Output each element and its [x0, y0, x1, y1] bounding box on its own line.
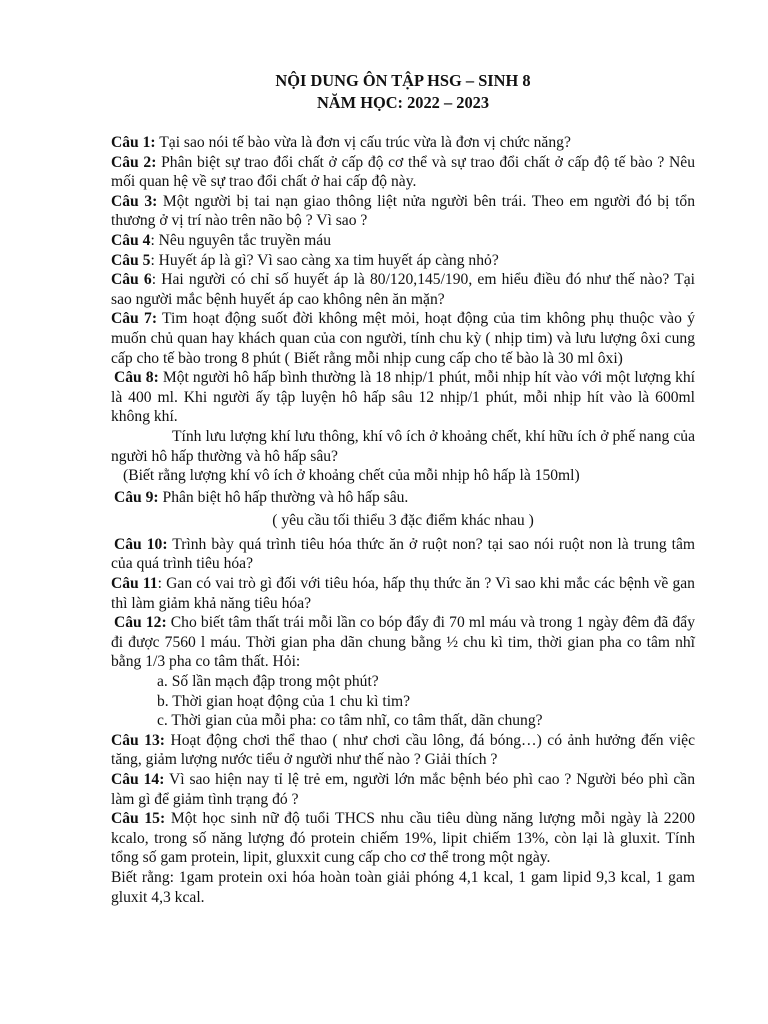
question-9: [111, 488, 695, 508]
question-text: Hoạt động chơi thể thao ( như chơi cầu lông, đá bóng…) có ảnh hưởng đến việc tăng, giảm lượng nước tiểu ở người như thế nào ? Giải thích ?: [111, 731, 696, 769]
question-text: Tại sao nói tế bào vừa là đơn vị cấu trúc vừa là đơn vị chức năng?: [155, 134, 571, 151]
question-8-task: Tính lưu lượng khí lưu thông, khí vô ích ở khoảng chết, khí hữu ích ở phế nang của người hô hấp thường và hô hấp sâu?: [111, 427, 695, 465]
question-number: Câu 11: [111, 575, 158, 593]
school-year: NĂM HỌC: 2022 – 2023: [316, 93, 490, 112]
question-4: [111, 231, 695, 251]
question-text: Một người bị tai nạn giao thông liệt nửa người bên trái. Theo em người đó bị tổn thương ở vị trí nào trên não bộ ? Vì sao ?: [111, 192, 695, 230]
question-15: [111, 809, 695, 868]
question-3: [111, 192, 695, 231]
question-1: [111, 133, 695, 153]
question-text: : Nêu nguyên tắc truyền máu: [150, 231, 332, 249]
question-number: Câu 6: [111, 271, 152, 289]
question-12-part-a: a. Số lần mạch đập trong một phút?: [157, 673, 379, 691]
question-10: [111, 535, 695, 574]
question-number: Câu 14:: [111, 771, 165, 788]
question-number: Câu 2:: [111, 153, 157, 171]
question-text: Một học sinh nữ độ tuổi THCS nhu cầu tiêu dùng năng lượng mỗi ngày là 2200 kcalo, trong số năng lượng đó protein chiếm 19%, lipit chiếm 13%, còn lại là gluxit. Tính tổng số gam protein, lipit, gluxxit cung cấp cho cơ thể trong một ngày.: [111, 810, 695, 867]
question-text: Vì sao hiện nay tỉ lệ trẻ em, người lớn mắc bệnh béo phì cao ? Người béo phì cần làm gì để giảm tình trạng đó ?: [111, 771, 695, 808]
question-text: Trình bày quá trình tiêu hóa thức ăn ở ruột non? tại sao nói ruột non là trung tâm của quá trình tiêu hóa?: [111, 535, 695, 573]
question-number: Câu 8:: [114, 369, 159, 387]
question-number: Câu 1:: [111, 134, 156, 151]
question-2: [111, 153, 695, 192]
question-number: Câu 3:: [111, 192, 158, 210]
document-title: NỘI DUNG ÔN TẬP HSG – SINH 8: [275, 71, 531, 90]
question-5: [111, 251, 695, 271]
question-11: [111, 574, 695, 613]
question-12-part-b: b. Thời gian hoạt động của 1 chu kì tim?: [157, 692, 411, 710]
question-9-note: ( yêu cầu tối thiểu 3 đặc điểm khác nhau ): [272, 512, 534, 530]
question-6: [111, 270, 695, 309]
question-number: Câu 4: [111, 231, 151, 249]
document-header: [111, 70, 695, 114]
question-text: Một người hô hấp bình thường là 18 nhịp/1 phút, mỗi nhịp hít vào với một lượng khí là 400 ml. Khi người ấy tập luyện hô hấp sâu 12 nhịp/1 phút, mỗi nhịp hít vào là 600ml không khí.: [111, 369, 695, 426]
question-14: [111, 770, 695, 809]
question-text: Cho biết tâm thất trái mỗi lần co bóp đẩy đi 70 ml máu và trong 1 ngày đêm đã đẩy đi được 7560 l máu. Thời gian pha dãn chung bằng ½ chu kì tim, thời gian pha co tâm nhĩ bằng 1/3 pha co tâm thất. Hỏi:: [111, 614, 695, 671]
question-8-note: (Biết rằng lượng khí vô ích ở khoảng chết của mỗi nhịp hô hấp là 150ml): [123, 467, 580, 485]
question-number: Câu 10:: [114, 535, 168, 553]
question-15-note: Biết rằng: 1gam protein oxi hóa hoàn toàn giải phóng 4,1 kcal, 1 gam lipid 9,3 kcal, 1 gam gluxit 4,3 kcal.: [111, 868, 695, 906]
question-number: Câu 15:: [111, 810, 166, 828]
question-text: : Hai người có chỉ số huyết áp là 80/120,145/190, em hiểu điều đó như thế nào? Tại sao người mắc bệnh huyết áp cao không nên ăn mặn?: [111, 271, 695, 308]
question-text: Tim hoạt động suốt đời không mệt mỏi, hoạt động của tim không phụ thuộc vào ý muốn chủ quan hay khách quan của con người, tính chu kỳ ( nhịp tim) và lưu lượng ôxi cung cấp cho tế bào trong 8 phút ( Biết rằng mỗi nhịp cung cấp cho tế bào là 30 ml ôxi): [111, 310, 695, 367]
question-13: [111, 731, 695, 770]
question-number: Câu 7:: [111, 310, 158, 328]
question-7: [111, 309, 695, 368]
question-number: Câu 9:: [114, 488, 159, 506]
question-number: Câu 12:: [114, 614, 167, 632]
question-text: : Gan có vai trò gì đối với tiêu hóa, hấp thụ thức ăn ? Vì sao khi mắc các bệnh về gan thì làm giảm khả năng tiêu hóa?: [111, 575, 695, 612]
question-number: Câu 5: [111, 251, 151, 269]
question-12-part-c: c. Thời gian của mỗi pha: co tâm nhĩ, co tâm thất, dãn chung?: [157, 712, 543, 730]
question-number: Câu 13:: [111, 731, 165, 749]
question-text: Phân biệt hô hấp thường và hô hấp sâu.: [158, 488, 409, 506]
question-12: [111, 613, 695, 672]
question-text: : Huyết áp là gì? Vì sao càng xa tim huyết áp càng nhỏ?: [150, 251, 499, 269]
question-8: [111, 368, 695, 427]
question-text: Phân biệt sự trao đổi chất ở cấp độ cơ thể và sự trao đổi chất ở cấp độ tế bào ? Nêu mối quan hệ về sự trao đổi chất ở hai cấp độ này.: [111, 153, 695, 191]
document-page: [111, 70, 695, 907]
